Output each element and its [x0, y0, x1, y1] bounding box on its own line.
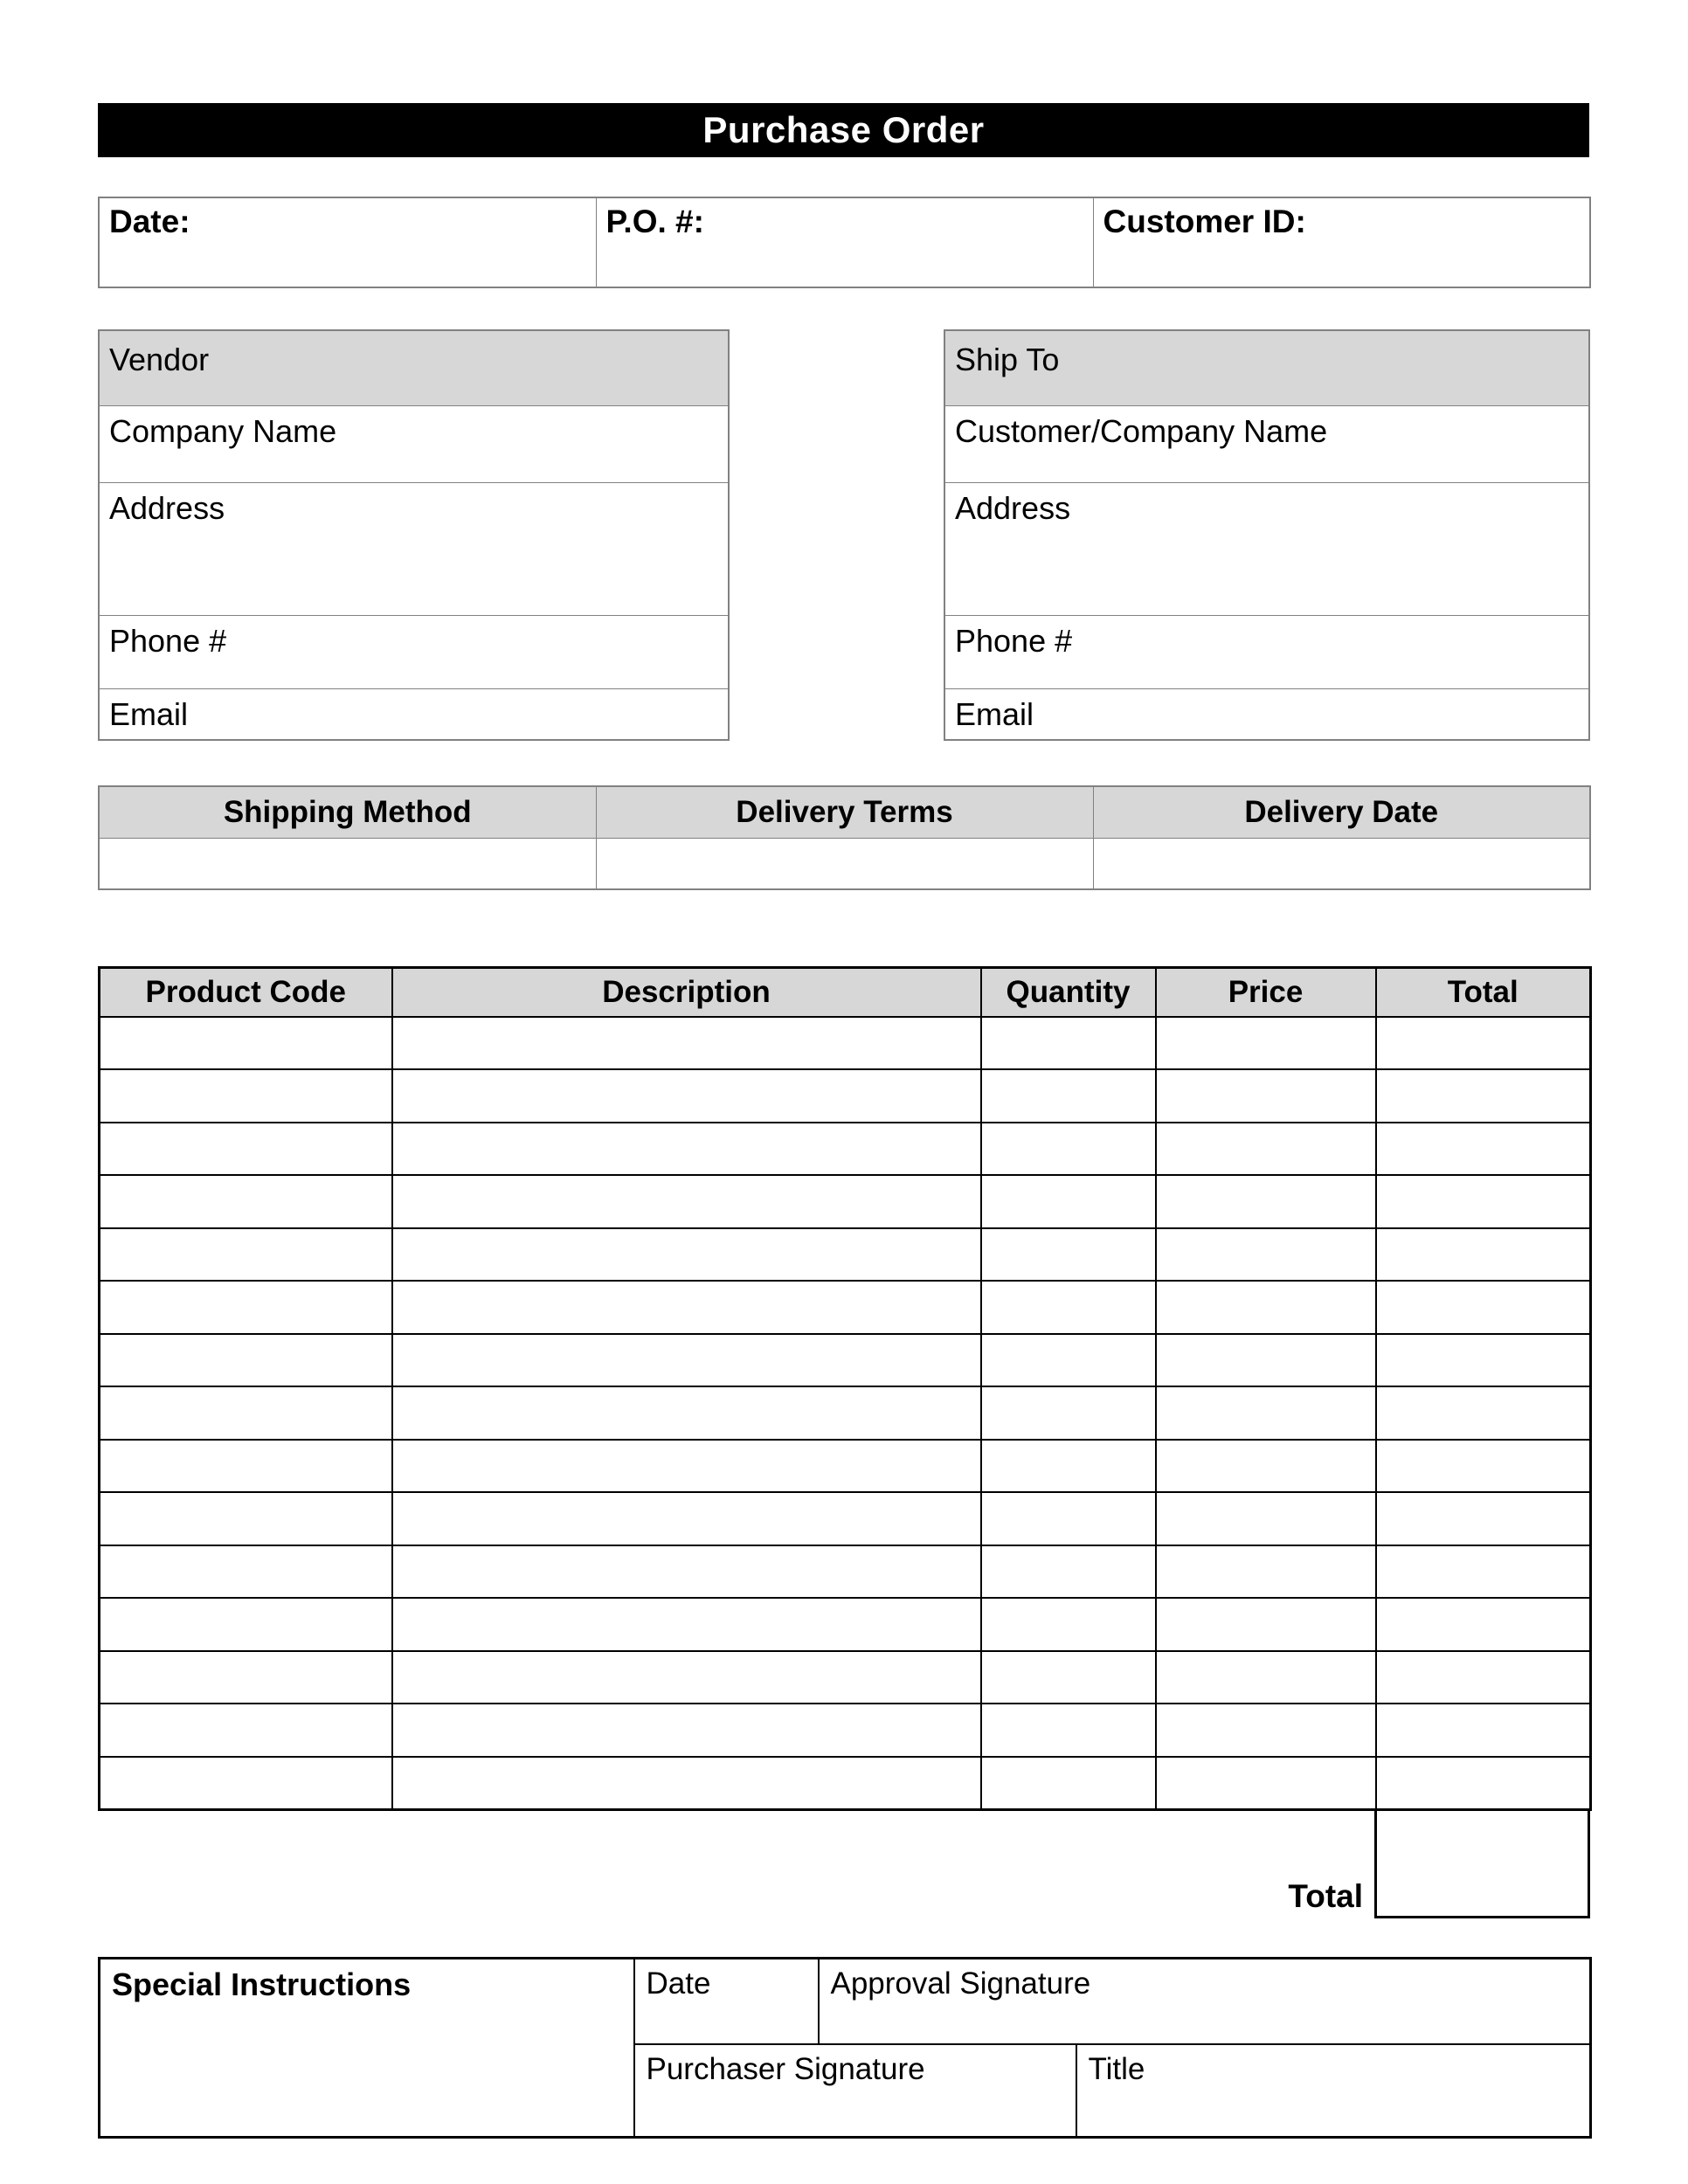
signature-title-label: Title [1088, 2051, 1145, 2086]
product-cell-total[interactable] [1376, 1386, 1591, 1440]
product-cell-quantity[interactable] [981, 1228, 1156, 1282]
product-cell-description[interactable] [392, 1492, 981, 1545]
product-cell-quantity[interactable] [981, 1123, 1156, 1176]
product-cell-description[interactable] [392, 1228, 981, 1282]
product-cell-quantity[interactable] [981, 1069, 1156, 1123]
product-cell-code[interactable] [100, 1757, 392, 1810]
customer-id-label: Customer ID: [1103, 204, 1306, 239]
page-title [98, 103, 1589, 157]
product-cell-price[interactable] [1156, 1598, 1376, 1651]
customer-id-field[interactable] [1093, 197, 1590, 287]
vendor-company-field[interactable] [99, 405, 729, 482]
special-instructions-field[interactable] [100, 1959, 634, 2138]
product-cell-total[interactable] [1376, 1123, 1591, 1176]
product-row [100, 1757, 1591, 1810]
product-cell-quantity[interactable] [981, 1704, 1156, 1757]
product-cell-total[interactable] [1376, 1598, 1591, 1651]
product-cell-price[interactable] [1156, 1123, 1376, 1176]
product-cell-description[interactable] [392, 1123, 981, 1176]
product-cell-total[interactable] [1376, 1069, 1591, 1123]
product-row [100, 1175, 1591, 1228]
product-cell-price[interactable] [1156, 1017, 1376, 1070]
product-cell-total[interactable] [1376, 1281, 1591, 1334]
product-row [100, 1545, 1591, 1599]
page-title-text: Purchase Order [702, 109, 985, 150]
po-number-field[interactable] [596, 197, 1093, 287]
vendor-company-label: Company Name [109, 412, 337, 449]
shipping-method-header: Shipping Method [99, 786, 596, 838]
product-cell-description[interactable] [392, 1017, 981, 1070]
product-cell-code[interactable] [100, 1123, 392, 1176]
product-cell-price[interactable] [1156, 1492, 1376, 1545]
product-cell-code[interactable] [100, 1228, 392, 1282]
product-row [100, 1334, 1591, 1387]
product-cell-description[interactable] [392, 1069, 981, 1123]
vendor-address-label: Address [109, 489, 225, 526]
info-table [98, 197, 1591, 288]
approval-signature-field[interactable] [819, 1959, 1591, 2044]
product-cell-quantity[interactable] [981, 1017, 1156, 1070]
product-cell-description[interactable] [392, 1334, 981, 1387]
ship-to-email-field[interactable] [944, 688, 1589, 740]
special-instructions-label: Special Instructions [112, 1966, 412, 2002]
product-cell-description[interactable] [392, 1651, 981, 1704]
vendor-address-field[interactable] [99, 482, 729, 615]
product-cell-total[interactable] [1376, 1334, 1591, 1387]
signature-date-label: Date [646, 1966, 711, 2001]
product-cell-total[interactable] [1376, 1757, 1591, 1810]
product-row [100, 1017, 1591, 1070]
product-cell-description[interactable] [392, 1598, 981, 1651]
product-cell-code[interactable] [100, 1386, 392, 1440]
signature-date-field[interactable] [634, 1959, 819, 2044]
delivery-date-field[interactable] [1093, 838, 1590, 889]
approval-signature-label: Approval Signature [830, 1966, 1091, 2001]
delivery-terms-field[interactable] [596, 838, 1093, 889]
ship-to-email-label: Email [955, 695, 1034, 732]
product-header-row [100, 968, 1591, 1017]
product-cell-price[interactable] [1156, 1757, 1376, 1810]
vendor-header: Vendor [99, 330, 729, 405]
ship-to-phone-field[interactable] [944, 615, 1589, 688]
product-cell-code[interactable] [100, 1440, 392, 1493]
product-table-body [100, 1017, 1591, 1810]
product-cell-code[interactable] [100, 1545, 392, 1599]
product-cell-description[interactable] [392, 1281, 981, 1334]
po-number-label: P.O. #: [605, 204, 704, 239]
product-cell-code[interactable] [100, 1281, 392, 1334]
product-cell-quantity[interactable] [981, 1334, 1156, 1387]
delivery-date-header: Delivery Date [1093, 786, 1590, 838]
shipping-value-row [99, 838, 1590, 889]
product-row [100, 1440, 1591, 1493]
grand-total-field[interactable] [1374, 1808, 1590, 1918]
footer-signature-table [98, 1957, 1592, 2139]
product-cell-code[interactable] [100, 1651, 392, 1704]
product-cell-quantity[interactable] [981, 1545, 1156, 1599]
product-row [100, 1386, 1591, 1440]
product-cell-quantity[interactable] [981, 1757, 1156, 1810]
vendor-email-label: Email [109, 695, 189, 732]
product-cell-price[interactable] [1156, 1069, 1376, 1123]
shipping-method-field[interactable] [99, 838, 596, 889]
ship-to-section [944, 329, 1590, 741]
product-cell-quantity[interactable] [981, 1492, 1156, 1545]
ship-to-address-label: Address [955, 489, 1071, 526]
shipping-table [98, 785, 1591, 890]
date-label: Date: [109, 204, 190, 239]
product-cell-total[interactable] [1376, 1651, 1591, 1704]
info-row [99, 197, 1590, 287]
product-cell-code[interactable] [100, 1017, 392, 1070]
product-row [100, 1228, 1591, 1282]
signature-title-field[interactable] [1076, 2044, 1591, 2138]
quantity-header: Quantity [981, 968, 1156, 1017]
product-cell-code[interactable] [100, 1598, 392, 1651]
product-cell-price[interactable] [1156, 1386, 1376, 1440]
product-cell-description[interactable] [392, 1545, 981, 1599]
purchaser-signature-field[interactable] [634, 2044, 1076, 2138]
description-header: Description [392, 968, 981, 1017]
product-code-header: Product Code [100, 968, 392, 1017]
product-cell-total[interactable] [1376, 1017, 1591, 1070]
product-cell-total[interactable] [1376, 1492, 1591, 1545]
product-cell-quantity[interactable] [981, 1440, 1156, 1493]
product-row [100, 1704, 1591, 1757]
product-row [100, 1069, 1591, 1123]
product-cell-total[interactable] [1376, 1440, 1591, 1493]
ship-to-company-label: Customer/Company Name [955, 412, 1328, 449]
ship-to-phone-label: Phone # [955, 622, 1073, 659]
price-header: Price [1156, 968, 1376, 1017]
total-header: Total [1376, 968, 1591, 1017]
product-cell-description[interactable] [392, 1704, 981, 1757]
product-cell-quantity[interactable] [981, 1598, 1156, 1651]
product-cell-price[interactable] [1156, 1281, 1376, 1334]
product-table [98, 966, 1592, 1811]
product-cell-code[interactable] [100, 1334, 392, 1387]
delivery-terms-header: Delivery Terms [596, 786, 1093, 838]
ship-to-company-field[interactable] [944, 405, 1589, 482]
product-cell-total[interactable] [1376, 1175, 1591, 1228]
grand-total-label: Total [1288, 1878, 1363, 1914]
ship-to-address-field[interactable] [944, 482, 1589, 615]
product-cell-quantity[interactable] [981, 1175, 1156, 1228]
product-cell-price[interactable] [1156, 1440, 1376, 1493]
product-cell-price[interactable] [1156, 1334, 1376, 1387]
product-row [100, 1281, 1591, 1334]
product-cell-description[interactable] [392, 1386, 981, 1440]
vendor-phone-label: Phone # [109, 622, 227, 659]
purchaser-signature-label: Purchaser Signature [646, 2051, 925, 2086]
ship-to-header: Ship To [944, 330, 1589, 405]
vendor-phone-field[interactable] [99, 615, 729, 688]
product-cell-price[interactable] [1156, 1545, 1376, 1599]
product-row [100, 1598, 1591, 1651]
product-cell-description[interactable] [392, 1175, 981, 1228]
product-cell-total[interactable] [1376, 1228, 1591, 1282]
product-cell-price[interactable] [1156, 1228, 1376, 1282]
product-row [100, 1492, 1591, 1545]
product-cell-total[interactable] [1376, 1545, 1591, 1599]
product-cell-code[interactable] [100, 1069, 392, 1123]
product-cell-quantity[interactable] [981, 1651, 1156, 1704]
vendor-section [98, 329, 730, 741]
shipping-header-row [99, 786, 1590, 838]
product-cell-code[interactable] [100, 1492, 392, 1545]
product-cell-quantity[interactable] [981, 1386, 1156, 1440]
footer-row-top [100, 1959, 1591, 2044]
product-cell-description[interactable] [392, 1757, 981, 1810]
date-field[interactable] [99, 197, 596, 287]
product-cell-total[interactable] [1376, 1704, 1591, 1757]
product-cell-price[interactable] [1156, 1651, 1376, 1704]
product-cell-description[interactable] [392, 1440, 981, 1493]
product-cell-quantity[interactable] [981, 1281, 1156, 1334]
product-cell-price[interactable] [1156, 1175, 1376, 1228]
product-cell-code[interactable] [100, 1704, 392, 1757]
product-cell-code[interactable] [100, 1175, 392, 1228]
vendor-email-field[interactable] [99, 688, 729, 740]
product-row [100, 1123, 1591, 1176]
product-cell-price[interactable] [1156, 1704, 1376, 1757]
product-row [100, 1651, 1591, 1704]
